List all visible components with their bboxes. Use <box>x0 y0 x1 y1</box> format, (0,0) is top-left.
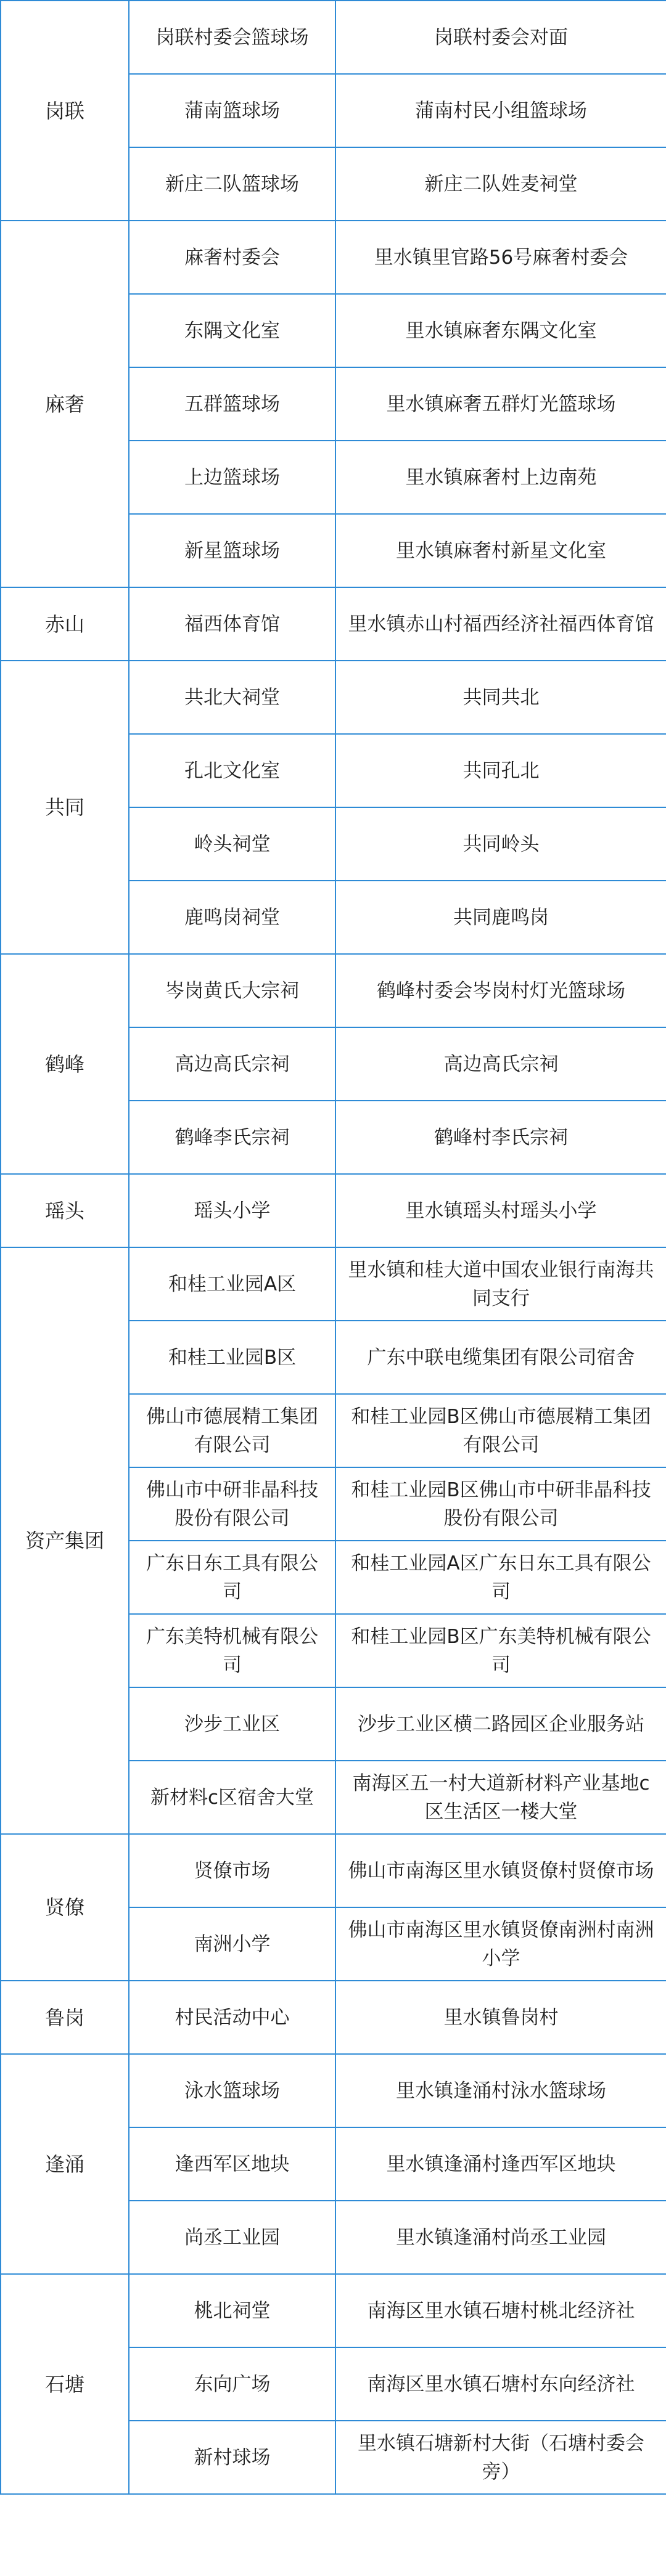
site-address-cell: 里水镇瑶头村瑶头小学 <box>335 1174 666 1247</box>
site-name-cell: 贤僚市场 <box>129 1834 335 1907</box>
site-name-cell: 沙步工业区 <box>129 1687 335 1761</box>
site-name-cell: 共北大祠堂 <box>129 661 335 734</box>
table-row <box>1 1981 666 2054</box>
site-name-cell: 瑶头小学 <box>129 1174 335 1247</box>
site-name-cell: 逢西军区地块 <box>129 2127 335 2201</box>
site-name-cell: 新材料c区宿舍大堂 <box>129 1761 335 1834</box>
site-name-cell: 和桂工业园B区 <box>129 1321 335 1394</box>
site-address-cell: 里水镇里官路56号麻奢村委会 <box>335 221 666 294</box>
site-name-cell: 五群篮球场 <box>129 367 335 441</box>
site-address-cell: 里水镇和桂大道中国农业银行南海共同支行 <box>335 1247 666 1321</box>
site-name-cell: 鹿鸣岗祠堂 <box>129 881 335 954</box>
site-address-cell: 里水镇逢涌村泳水篮球场 <box>335 2054 666 2127</box>
site-name-cell: 岗联村委会篮球场 <box>129 1 335 74</box>
table-body <box>1 1 666 2494</box>
site-address-cell: 里水镇麻奢东隅文化室 <box>335 294 666 367</box>
site-address-cell: 里水镇麻奢村上边南苑 <box>335 441 666 514</box>
village-cell: 石塘 <box>1 2274 129 2494</box>
site-address-cell: 共同岭头 <box>335 807 666 881</box>
site-address-cell: 蒲南村民小组篮球场 <box>335 74 666 147</box>
table-row <box>1 954 666 1027</box>
village-cell: 鲁岗 <box>1 1981 129 2054</box>
site-address-cell: 共同孔北 <box>335 734 666 807</box>
table-row <box>1 221 666 294</box>
table-row <box>1 2054 666 2127</box>
village-cell: 鹤峰 <box>1 954 129 1174</box>
site-address-cell: 和桂工业园B区佛山市德展精工集团有限公司 <box>335 1394 666 1467</box>
site-address-cell: 岗联村委会对面 <box>335 1 666 74</box>
site-name-cell: 高边高氏宗祠 <box>129 1027 335 1101</box>
village-cell: 逢涌 <box>1 2054 129 2274</box>
site-address-cell: 鹤峰村委会岑岗村灯光篮球场 <box>335 954 666 1027</box>
table-row <box>1 2274 666 2347</box>
village-cell: 赤山 <box>1 587 129 661</box>
site-address-cell: 和桂工业园B区佛山市中研非晶科技股份有限公司 <box>335 1467 666 1541</box>
site-name-cell: 和桂工业园A区 <box>129 1247 335 1321</box>
site-address-cell: 鹤峰村李氏宗祠 <box>335 1101 666 1174</box>
village-cell: 岗联 <box>1 1 129 221</box>
site-name-cell: 东隅文化室 <box>129 294 335 367</box>
site-name-cell: 麻奢村委会 <box>129 221 335 294</box>
site-address-cell: 共同鹿鸣岗 <box>335 881 666 954</box>
village-cell: 资产集团 <box>1 1247 129 1834</box>
site-address-cell: 佛山市南海区里水镇贤僚南洲村南洲小学 <box>335 1907 666 1981</box>
site-address-cell: 里水镇赤山村福西经济社福西体育馆 <box>335 587 666 661</box>
site-name-cell: 广东日东工具有限公司 <box>129 1541 335 1614</box>
site-name-cell: 东向广场 <box>129 2347 335 2421</box>
site-name-cell: 岑岗黄氏大宗祠 <box>129 954 335 1027</box>
site-name-cell: 桃北祠堂 <box>129 2274 335 2347</box>
village-cell: 贤僚 <box>1 1834 129 1981</box>
site-address-cell: 沙步工业区横二路园区企业服务站 <box>335 1687 666 1761</box>
site-name-cell: 南洲小学 <box>129 1907 335 1981</box>
site-address-cell: 和桂工业园B区广东美特机械有限公司 <box>335 1614 666 1687</box>
site-address-cell: 新庄二队姓麦祠堂 <box>335 147 666 221</box>
table-row <box>1 1247 666 1321</box>
table-row <box>1 1174 666 1247</box>
village-cell: 麻奢 <box>1 221 129 587</box>
site-name-cell: 新星篮球场 <box>129 514 335 587</box>
site-name-cell: 岭头祠堂 <box>129 807 335 881</box>
site-address-cell: 南海区里水镇石塘村桃北经济社 <box>335 2274 666 2347</box>
table-row <box>1 1 666 74</box>
site-address-cell: 里水镇逢涌村尚丞工业园 <box>335 2201 666 2274</box>
site-name-cell: 新村球场 <box>129 2421 335 2494</box>
site-name-cell: 佛山市中研非晶科技股份有限公司 <box>129 1467 335 1541</box>
site-address-cell: 里水镇鲁岗村 <box>335 1981 666 2054</box>
village-cell: 瑶头 <box>1 1174 129 1247</box>
site-address-cell: 里水镇麻奢五群灯光篮球场 <box>335 367 666 441</box>
village-cell: 共同 <box>1 661 129 954</box>
site-address-cell: 里水镇逢涌村逢西军区地块 <box>335 2127 666 2201</box>
site-address-cell: 佛山市南海区里水镇贤僚村贤僚市场 <box>335 1834 666 1907</box>
site-name-cell: 佛山市德展精工集团有限公司 <box>129 1394 335 1467</box>
site-address-cell: 南海区里水镇石塘村东向经济社 <box>335 2347 666 2421</box>
site-name-cell: 福西体育馆 <box>129 587 335 661</box>
site-name-cell: 尚丞工业园 <box>129 2201 335 2274</box>
site-address-cell: 共同共北 <box>335 661 666 734</box>
site-address-cell: 里水镇石塘新村大街（石塘村委会旁） <box>335 2421 666 2494</box>
table-row <box>1 1834 666 1907</box>
site-name-cell: 鹤峰李氏宗祠 <box>129 1101 335 1174</box>
site-name-cell: 泳水篮球场 <box>129 2054 335 2127</box>
site-address-cell: 广东中联电缆集团有限公司宿舍 <box>335 1321 666 1394</box>
site-name-cell: 蒲南篮球场 <box>129 74 335 147</box>
table-row <box>1 587 666 661</box>
site-name-cell: 新庄二队篮球场 <box>129 147 335 221</box>
table-row <box>1 661 666 734</box>
site-address-cell: 高边高氏宗祠 <box>335 1027 666 1101</box>
site-name-cell: 村民活动中心 <box>129 1981 335 2054</box>
site-name-cell: 广东美特机械有限公司 <box>129 1614 335 1687</box>
site-address-cell: 和桂工业园A区广东日东工具有限公司 <box>335 1541 666 1614</box>
site-address-cell: 南海区五一村大道新材料产业基地c区生活区一楼大堂 <box>335 1761 666 1834</box>
site-name-cell: 上边篮球场 <box>129 441 335 514</box>
site-name-cell: 孔北文化室 <box>129 734 335 807</box>
site-address-cell: 里水镇麻奢村新星文化室 <box>335 514 666 587</box>
